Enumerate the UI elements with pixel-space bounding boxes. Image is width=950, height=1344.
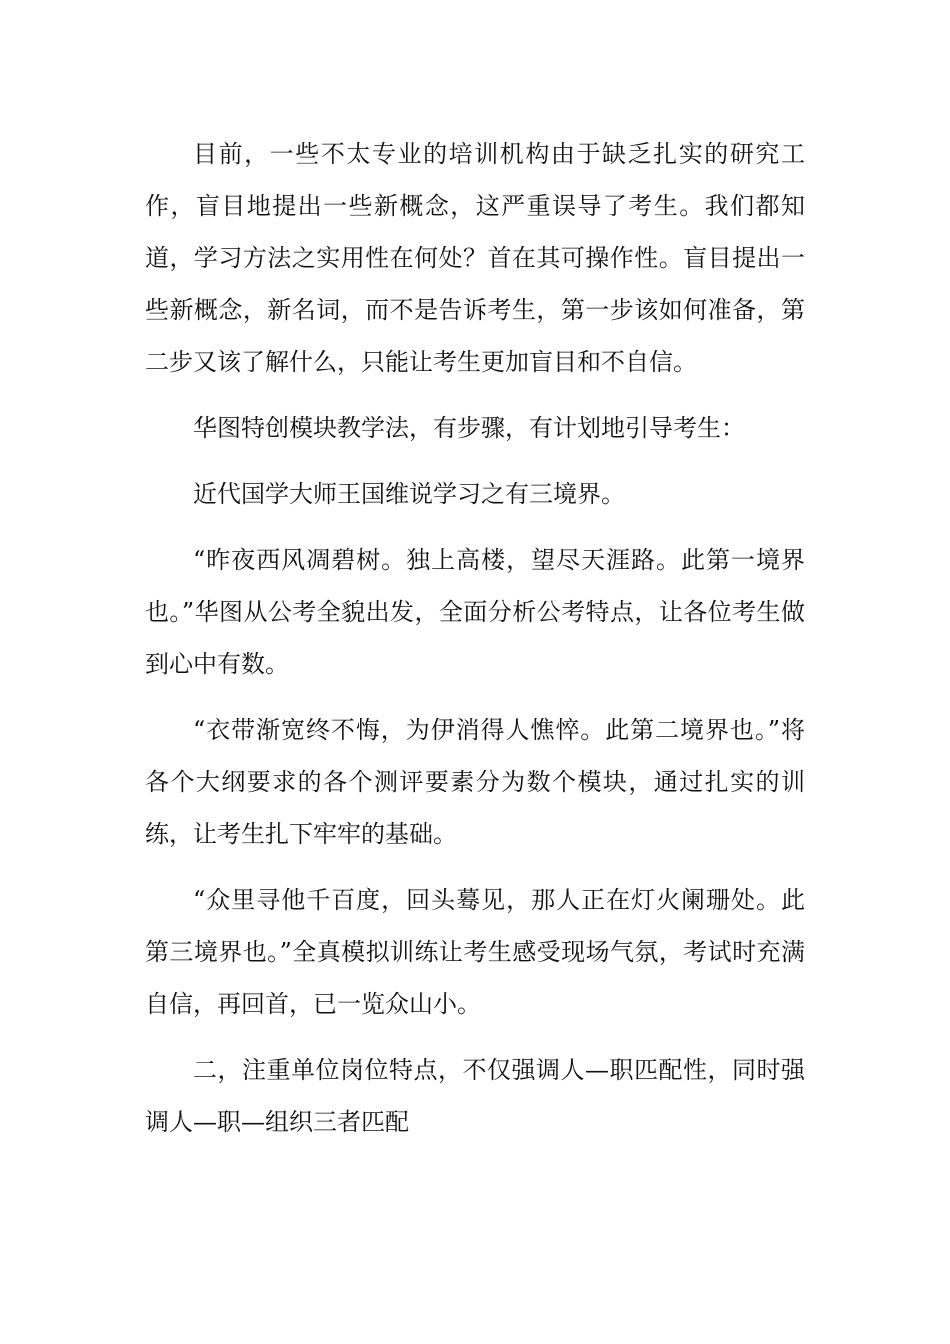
document-body	[145, 128, 805, 1162]
section-heading-two: 二，注重单位岗位特点，不仅强调人—职匹配性，同时强调人—职—组织三者匹配	[145, 1056, 805, 1136]
paragraph-module-method: 华图特创模块教学法，有步骤，有计划地引导考生：	[193, 414, 745, 442]
paragraph-three-realms: 近代国学大师王国维说学习之有三境界。	[193, 480, 625, 508]
paragraph-second-realm: “衣带渐宽终不悔，为伊消得人憔悴。此第二境界也。”将各个大纲要求的各个测评要素分为数个模块，通过扎实的训练，让考生扎下牢牢的基础。	[145, 716, 805, 848]
paragraph-third-realm: “众里寻他千百度，回头蓦见，那人正在灯火阑珊处。此第三境界也。”全真模拟训练让考生感受现场气氛，考试时充满自信，再回首，已一览众山小。	[145, 886, 805, 1018]
paragraph-intro-critique: 目前，一些不太专业的培训机构由于缺乏扎实的研究工作，盲目地提出一些新概念，这严重误导了考生。我们都知道，学习方法之实用性在何处？首在其可操作性。盲目提出一些新概念，新名词，而不是告诉考生，第一步该如何准备，第二步又该了解什么，只能让考生更加盲目和不自信。	[145, 140, 805, 376]
paragraph-first-realm: “昨夜西风凋碧树。独上高楼，望尽天涯路。此第一境界也。”华图从公考全貌出发，全面分析公考特点，让各位考生做到心中有数。	[145, 546, 805, 678]
